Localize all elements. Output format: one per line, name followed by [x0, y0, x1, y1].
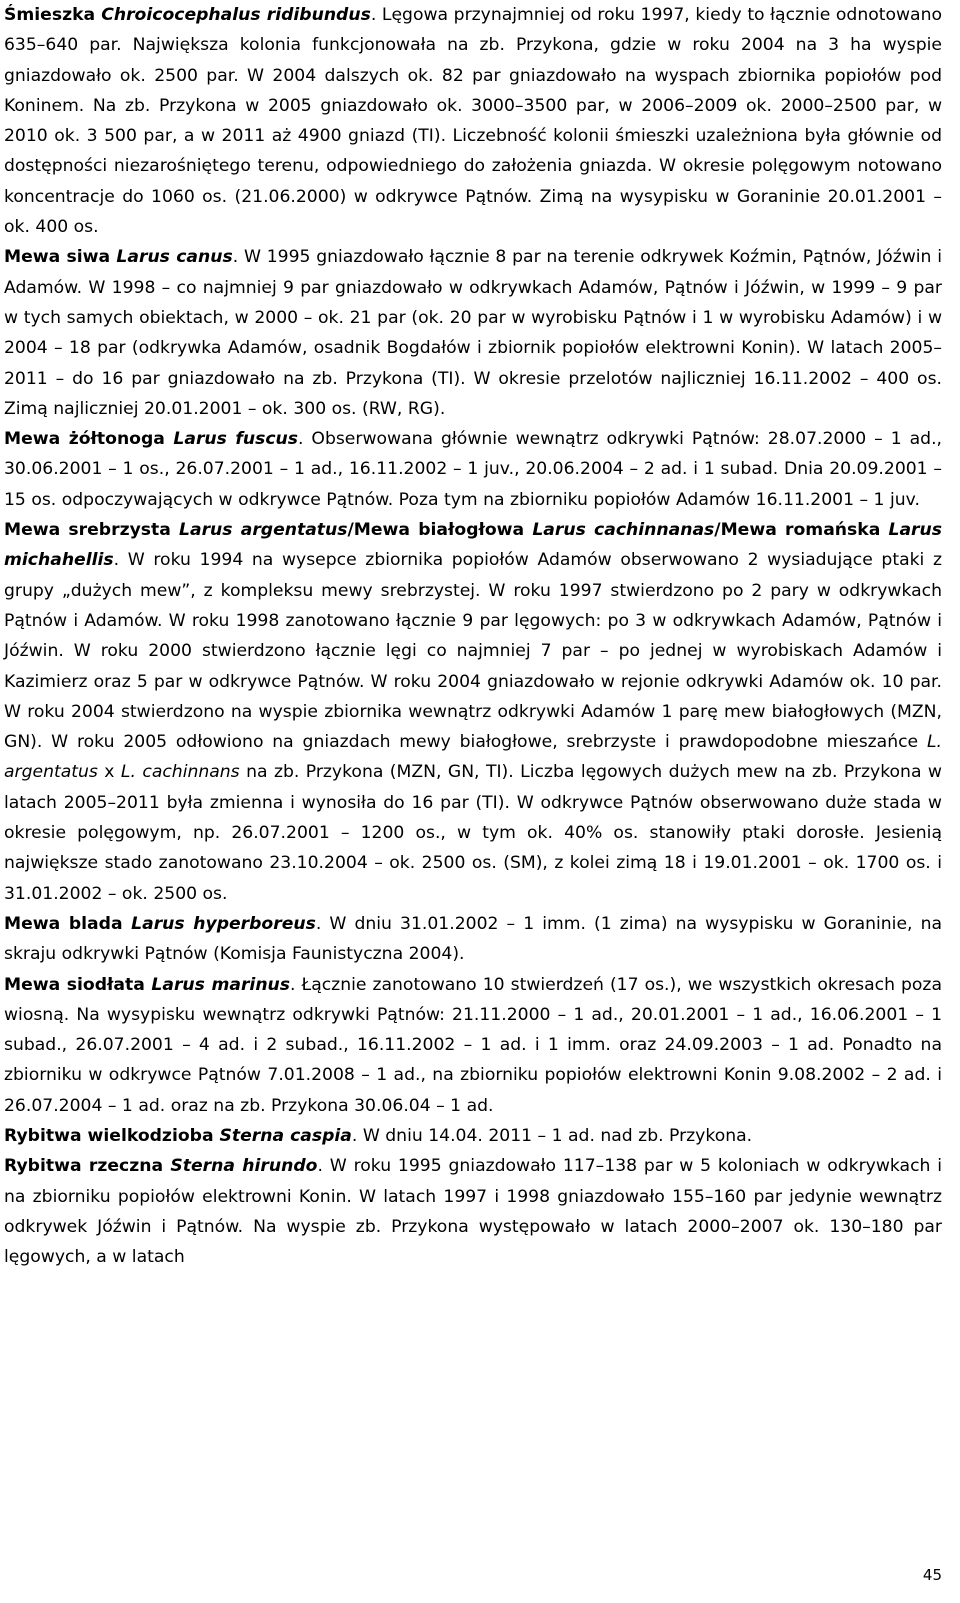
- entry-text: . Obserwowana głównie wewnątrz odkrywki Pątnów: 28.07.2000 – 1 ad., 30.06.2001 – 1 os., 26.07.2001 – 1 ad., 16.11.2002 – 1 juv., 20.06.2004 – 2 ad. i 1 subad. Dnia 20.09.2001 – 15 os. odpoczywających w odkrywce Pątnów. Poza tym na zbiorniku popiołów Adamów 16.11.2001 – 1 juv.: [4, 429, 943, 510]
- species-entry: [4, 424, 942, 515]
- latin-name-inline: L. cachinnans: [120, 762, 240, 783]
- species-name: /Mewa romańska: [714, 520, 889, 541]
- page-number: 45: [922, 1566, 942, 1584]
- species-name: Rybitwa rzeczna: [4, 1156, 171, 1177]
- species-entry: [4, 242, 942, 424]
- latin-name: Larus marinus: [151, 974, 291, 995]
- species-name: /Mewa białogłowa: [347, 520, 533, 541]
- species-entry: [4, 0, 942, 242]
- document-page: [4, 0, 942, 1272]
- entry-text: . W dniu 31.01.2002 – 1 imm. (1 zima) na wysypisku w Goraninie, na skraju odkrywki Pątnów (Komisja Faunistyczna 2004).: [4, 913, 942, 965]
- species-name: Mewa siwa: [4, 247, 117, 268]
- species-name: Mewa blada: [4, 913, 132, 934]
- entry-text: . W 1995 gniazdowało łącznie 8 par na terenie odkrywek Koźmin, Pątnów, Jóźwin i Adamów. W 1998 – co najmniej 9 par gniazdowało w odkrywkach Adamów, Pątnów i Jóźwin, w 1999 – 9 par w tych samych obiektach, w 2000 – ok. 21 par (ok. 20 par w wyrobisku Pątnów i 1 w wyrobisku Adamów) i w 2004 – 18 par (odkrywka Adamów, osadnik Bogdałów i zbiornik popiołów elektrowni Konin). W latach 2005–2011 – do 16 par gniazdowało na zb. Przykona (TI). W okresie przelotów najliczniej 16.11.2002 – 400 os. Zimą najliczniej 20.01.2001 – ok. 300 os. (RW, RG).: [4, 247, 942, 419]
- entry-text: na zb. Przykona (MZN, GN, TI). Liczba lęgowych dużych mew na zb. Przykona w latach 2005–2011 była zmienna i wynosiła do 16 par (TI). W odkrywce Pątnów obserwowano duże stada w okresie polęgowym, np. 26.07.2001 – 1200 os., w tym ok. 40% os. stanowiły ptaki dorosłe. Jesienią największe stado zanotowano 23.10.2004 – ok. 2500 os. (SM), z kolei zimą 18 i 19.01.2001 – ok. 1700 os. i 31.01.2002 – ok. 2500 os.: [4, 762, 942, 904]
- species-name: Śmieszka: [4, 5, 102, 25]
- species-entry: [4, 909, 942, 970]
- species-entry: [4, 970, 942, 1121]
- latin-name: Larus argentatus: [179, 520, 348, 541]
- entry-text: x: [97, 762, 121, 783]
- entry-text: . W roku 1994 na wysepce zbiornika popiołów Adamów obserwowano 2 wysiadujące ptaki z grupy „dużych mew”, z kompleksu mewy srebrzystej. W roku 1997 stwierdzono po 2 pary w odkrywkach Pątnów i Adamów. W roku 1998 zanotowano łącznie 9 par lęgowych: po 3 w odkrywkach Adamów, Pątnów i Jóźwin. W roku 2000 stwierdzono łącznie lęgi co najmniej 7 par – po jednej w wyrobiskach Adamów i Kazimierz oraz 5 par w odkrywce Pątnów. W roku 2004 gniazdowało w rejonie odkrywki Adamów ok. 10 par. W roku 2004 stwierdzono na wyspie zbiornika wewnątrz odkrywki Adamów 1 parę mew białogłowych (MZN, GN). W roku 2005 odłowiono na gniazdach mewy białogłowe, srebrzyste i prawdopodobne mieszańce: [4, 550, 942, 753]
- latin-name: Larus cachinnanas: [532, 520, 715, 541]
- latin-name: Sterna caspia: [219, 1125, 352, 1146]
- latin-name: Larus canus: [116, 247, 233, 268]
- species-entry: [4, 1151, 942, 1272]
- entry-text: . W dniu 14.04. 2011 – 1 ad. nad zb. Przykona.: [351, 1125, 753, 1146]
- entry-text: . Lęgowa przynajmniej od roku 1997, kiedy to łącznie odnotowano 635–640 par. Największa kolonia funkcjonowała na zb. Przykona, gdzie w roku 2004 na 3 ha wyspie gniazdowało ok. 2500 par. W 2004 dalszych ok. 82 par gniazdowało na wyspach zbiornika popiołów pod Koninem. Na zb. Przykona w 2005 gniazdowało ok. 3000–3500 par, w 2006–2009 ok. 2000–2500 par, w 2010 ok. 3 500 par, a w 2011 aż 4900 gniazd (TI). Liczebność kolonii śmieszki uzależniona była głównie od dostępności niezarośniętego terenu, odpowiedniego do założenia gniazda. W okresie polęgowym notowano koncentracje do 1060 os. (21.06.2000) w odkrywce Pątnów. Zimą na wysypisku w Goraninie 20.01.2001 – ok. 400 os.: [4, 5, 942, 238]
- species-name: Mewa siodłata: [4, 974, 152, 995]
- latin-name: Sterna hirundo: [170, 1156, 318, 1177]
- species-name: Rybitwa wielkodzioba: [4, 1125, 220, 1146]
- latin-name: Chroicocephalus ridibundus: [101, 5, 371, 25]
- species-entry: [4, 1121, 942, 1151]
- latin-name: Larus fuscus: [173, 429, 298, 450]
- species-entry: [4, 515, 942, 909]
- latin-name: Larus michahellis: [4, 520, 942, 571]
- entry-text: . W roku 1995 gniazdowało 117–138 par w 5 koloniach w odkrywkach i na zbiorniku popiołów elektrowni Konin. W latach 1997 i 1998 gniazdowało 155–160 par jedynie wewnątrz odkrywek Jóźwin i Pątnów. Na wyspie zb. Przykona występowało w latach 2000–2007 ok. 130–180 par lęgowych, a w latach: [4, 1156, 943, 1268]
- latin-name: Larus hyperboreus: [131, 913, 316, 934]
- species-name: Mewa srebrzysta: [4, 520, 180, 541]
- latin-name-inline: L. argentatus: [4, 732, 942, 783]
- species-name: Mewa żółtonoga: [4, 429, 174, 450]
- entry-text: . Łącznie zanotowano 10 stwierdzeń (17 os.), we wszystkich okresach poza wiosną. Na wysypisku wewnątrz odkrywki Pątnów: 21.11.2000 – 1 ad., 20.01.2001 – 1 ad., 16.06.2001 – 1 subad., 26.07.2001 – 4 ad. i 2 subad., 16.11.2002 – 1 ad. i 1 imm. oraz 24.09.2003 – 1 ad. Ponadto na zbiorniku w odkrywce Pątnów 7.01.2008 – 1 ad., na zbiorniku popiołów elektrowni Konin 9.08.2002 – 2 ad. i 26.07.2004 – 1 ad. oraz na zb. Przykona 30.06.04 – 1 ad.: [4, 974, 942, 1116]
